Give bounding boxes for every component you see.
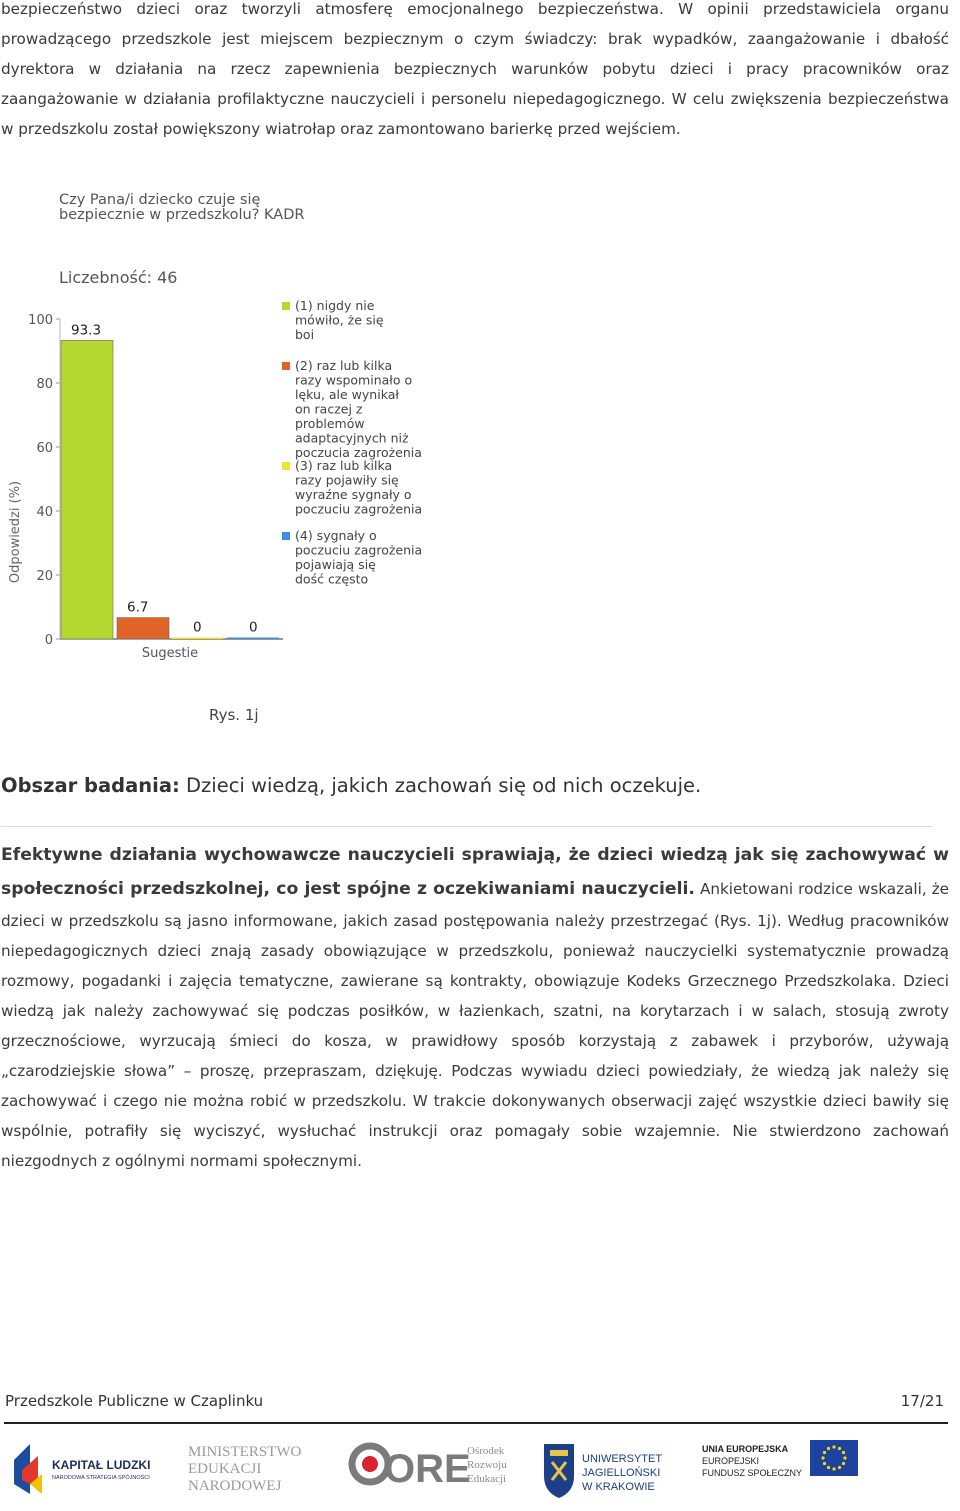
uj-logo [540,1436,680,1502]
eu-line3: FUNDUSZ SPOŁECZNY [702,1468,803,1478]
legend-label: poczucia zagrożenia [295,445,422,460]
eu-line2: EUROPEJSKI [702,1456,760,1466]
area-label: Obszar badania: [1,774,180,797]
eu-star-icon [823,1462,826,1465]
eu-star-icon [842,1462,845,1465]
ore-mark: ORE [384,1447,471,1491]
y-axis-ticks [28,313,60,648]
legend-swatch [282,462,290,470]
legend-swatch [282,532,290,540]
bar-value-label: 93.3 [71,322,102,339]
bar-value-label: 6.7 [127,599,149,616]
y-tick-label: 20 [36,569,53,584]
ore-line3: Edukacji [467,1473,507,1485]
divider [1,826,933,827]
eu-star-icon [838,1466,841,1469]
legend-label: mówiło, że się [295,312,384,328]
kapital-title: KAPITAŁ LUDZKI [52,1458,151,1472]
legend-swatch [282,302,290,310]
chart-count-label: Liczebność: 46 [59,268,178,287]
legend-label: boi [295,327,315,342]
legend-label: pojawiają się [295,557,376,572]
legend-label: lęku, ale wynikał [295,387,399,402]
area-heading [1,774,701,797]
bar [117,618,169,639]
legend-label: dość często [295,571,369,587]
legend-label: razy pojawiły się [295,472,399,488]
x-axis-label: Sugestie [141,646,199,661]
legend-label: wyraźne sygnały o [295,487,412,502]
bar-value-label: 0 [193,619,202,636]
y-tick-label: 80 [36,377,53,392]
legend-label: razy wspominało o [295,372,413,388]
kapital-ludzki-logo [8,1436,168,1502]
bar [171,638,223,640]
chart-legend [282,298,422,587]
men-line2: EDUKACJI [188,1461,262,1477]
eu-line1: UNIA EUROPEJSKA [702,1444,789,1454]
bars [61,322,279,639]
eu-star-icon [832,1445,835,1448]
kapital-sub: NARODOWA STRATEGIA SPÓJNOŚCI [52,1475,150,1481]
y-tick-label: 100 [28,313,53,328]
eu-star-icon [827,1447,830,1450]
page-number: 17/21 [900,1392,944,1410]
paragraph-top: bezpieczeństwo dzieci oraz tworzyli atmosferę emocjonalnego bezpieczeństwa. W opinii przedstawiciela organu prowadzącego przedszkole jest miejscem bezpiecznym o czym świadczy: brak wypadków, zaangażowanie i dbałość dyrektora w działania na rzecz zapewnienia bezpiecznych warunków pobytu dzieci i pracy pracowników oraz zaangażowanie w działania profilaktyczne nauczycieli i personelu niepedagogicznego. W celu zwiększenia bezpieczeństwa w przedszkolu został powiększony wiatrołap oraz zamontowano barierkę przed wejściem. [1,0,949,138]
y-tick-label: 40 [36,505,53,520]
bar-chart [0,180,460,680]
eu-star-icon [832,1467,835,1470]
eu-star-icon [821,1456,824,1459]
bar [61,340,113,639]
footer-divider [4,1422,948,1424]
men-line1: MINISTERSTWO [188,1444,302,1460]
legend-label: problemów [295,416,365,431]
legend-label: poczuciu zagrożenia [295,501,423,517]
y-tick-label: 60 [36,441,53,456]
paragraph-body: Ankietowani rodzice wskazali, że dzieci w przedszkolu są jasno informowane, jakich zasad postępowania należy przestrzegać (Rys. 1j). Według pracowników niepedagogicznych dzieci znają zasady obowiązujące w przedszkolu, ponieważ nauczycielki systematycznie prowadzą rozmowy, pogadanki i zajęcia tematyczne, zawierane są kontrakty, obowiązuje Kodeks Grzecznego Przedszkolaka. Dzieci wiedzą jak należy zachowywać się podczas posiłków, w łazienkach, szatni, na korytarzach i w salach, stosują zwroty grzecznościowe, wyrzucają śmieci do kosza, w prawidłowy sposób korzystają z zabawek i przyborów, używają „czarodziejskie słowa” – proszę, przepraszam, dziękuję. Podczas wywiadu dzieci powiedziały, że wiedzą jak należy się zachowywać i czego nie można robić w przedszkolu. W trakcie dokonywanych obserwacji zajęć wszystkie dzieci bawiły się wspólnie, potrafiły się wyciszyć, wysłuchać instrukcji oraz pomagały sobie wzajemnie. Nie stwierdzono zachowań niezgodnych z ogólnymi normami społecznymi. [1,880,950,1170]
eu-star-icon [838,1447,841,1450]
legend-label: (1) nigdy nie [295,298,375,313]
men-line3: NARODOWEJ [188,1478,282,1494]
chart-title-line1: Czy Pana/i dziecko czuje się [59,192,261,208]
eu-star-icon [823,1451,826,1454]
area-text: Dzieci wiedzą, jakich zachowań się od nich oczekuje. [186,774,702,797]
legend-label: poczuciu zagrożenia [295,542,423,558]
legend-swatch [282,362,290,370]
chart-title-line2: bezpiecznie w przedszkolu? KADR [59,207,305,223]
eu-logo [700,1436,860,1502]
eu-star-icon [842,1451,845,1454]
bar-value-label: 0 [249,619,258,636]
legend-label: on raczej z [295,401,363,417]
ore-line2: Rozwoju [467,1459,507,1471]
uj-line2: JAGIELLOŃSKI [582,1467,661,1479]
y-tick-label: 0 [44,633,53,648]
ore-line1: Ośrodek [467,1445,505,1457]
footer-institution: Przedszkole Publiczne w Czaplinku [5,1392,264,1410]
legend-label: (4) sygnały o [295,528,377,543]
legend-label: (2) raz lub kilka [295,358,393,373]
legend-label: (3) raz lub kilka [295,458,393,473]
uj-line3: W KRAKOWIE [582,1481,655,1493]
ore-logo [346,1436,526,1502]
eu-star-icon [843,1456,846,1459]
y-axis-label: Odpowiedzi (%) [8,480,23,584]
bar [227,638,279,640]
figure-caption: Rys. 1j [209,706,259,724]
men-logo [186,1436,311,1502]
paragraph-lead: Efektywne działania wychowawcze nauczycieli sprawiają, że dzieci wiedzą jak się zachowywać w społeczności przedszkolnej, co jest spójne z oczekiwaniami nauczycieli. [1,845,949,899]
uj-line1: UNIWERSYTET [582,1453,663,1465]
eu-star-icon [827,1466,830,1469]
paragraph-bottom [1,838,949,1176]
legend-label: adaptacyjnych niż [295,430,409,446]
